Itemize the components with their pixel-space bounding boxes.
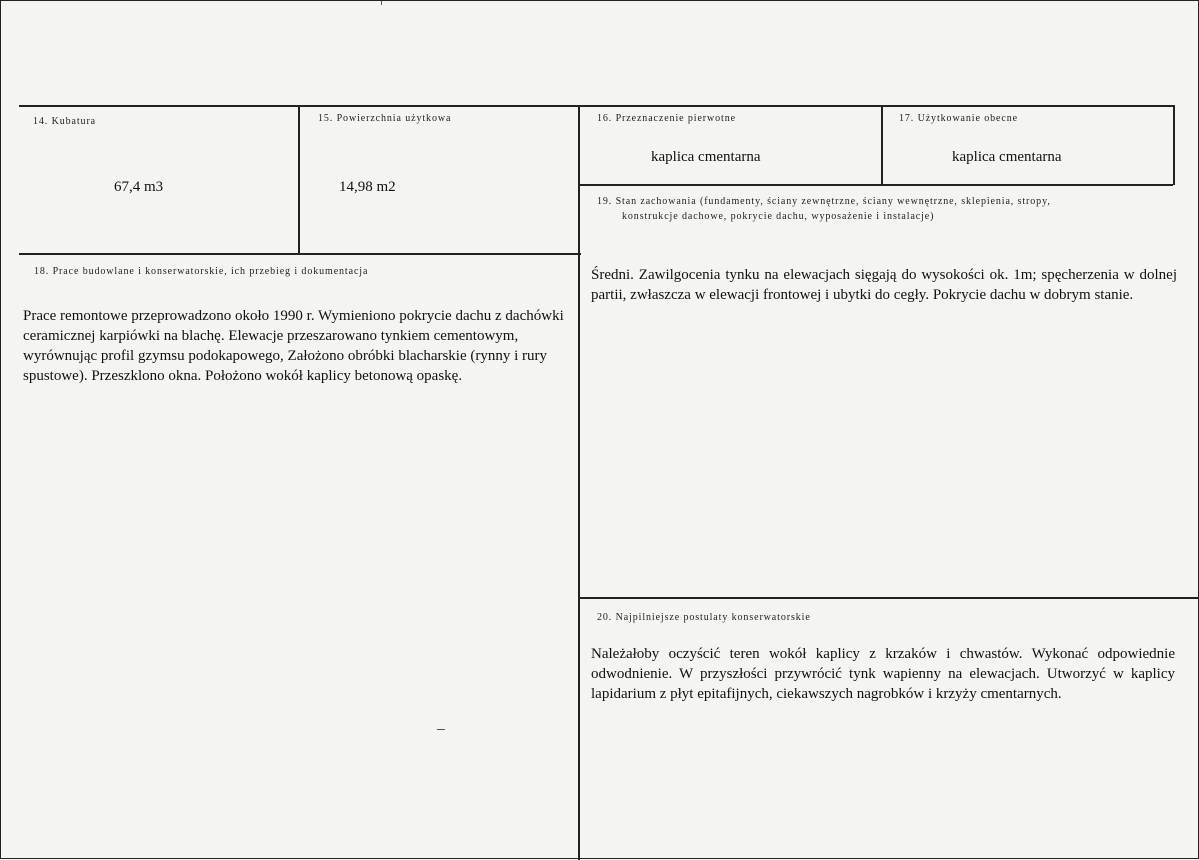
field-18-text: Prace remontowe przeprowadzono około 1990 r. Wymieniono pokrycie dachu z dachówki ceramicznej karpiówki na blachę. Elewacje przeszarowano tynkiem cementowym, wyrównując profil gzymsu podokapowego, Założono obróbki blacharskie (rynny i rury spustowe). Przeszklono okna. Położono wokół kaplicy betonową opaskę. — [23, 308, 564, 384]
divider-16-17 — [881, 105, 883, 185]
field-14-label: 14. Kubatura — [33, 116, 97, 127]
field-19-label-line1: 19. Stan zachowania (fundamenty, ściany zewnętrzne, ściany wewnętrzne, sklepienia, stropy, — [597, 196, 1051, 207]
right-edge-rule — [1173, 105, 1175, 185]
field-14-value: 67,4 m3 — [114, 179, 164, 195]
top-tick-mark — [381, 1, 382, 5]
divider-14-15 — [298, 105, 300, 255]
rule-14-15-bottom — [19, 253, 581, 255]
field-15-label: 15. Powierzchnia użytkowa — [318, 113, 452, 124]
field-15-value: 14,98 m2 — [339, 179, 396, 195]
field-19-text: Średni. Zawilgocenia tynku na elewacjach sięgają do wysokości ok. 1m; spęcherzenia w dolnej partii, zwłaszcza w elewacji frontowej i ubytki do cegły. Pokrycie dachu w dobrym stanie. — [591, 267, 1177, 303]
field-20-text: Należałoby oczyścić teren wokół kaplicy z krzaków i chwastów. Wykonać odpowiednie odwodnienie. W przyszłości przywrócić tynk wapienny na elewacjach. Utworzyć w kaplicy lapidarium z płyt epitafijnych, ciekawszych nagrobków i krzyży cmentarnych. — [591, 646, 1175, 702]
rule-19-bottom — [579, 597, 1199, 599]
rule-16-17-bottom — [579, 184, 1173, 186]
field-16-value: kaplica cmentarna — [651, 149, 761, 165]
divider-center — [578, 105, 580, 860]
field-16-label: 16. Przeznaczenie pierwotne — [597, 113, 736, 124]
small-dash-mark — [437, 729, 445, 730]
field-20-label: 20. Najpilniejsze postulaty konserwatorskie — [597, 612, 811, 623]
top-rule — [19, 105, 1173, 107]
field-17-value: kaplica cmentarna — [952, 149, 1062, 165]
field-19-label-line2: konstrukcje dachowe, pokrycie dachu, wyposażenie i instalacje) — [622, 211, 935, 222]
field-18-label: 18. Prace budowlane i konserwatorskie, ich przebieg i dokumentacja — [34, 266, 369, 277]
field-17-label: 17. Użytkowanie obecne — [899, 113, 1018, 124]
